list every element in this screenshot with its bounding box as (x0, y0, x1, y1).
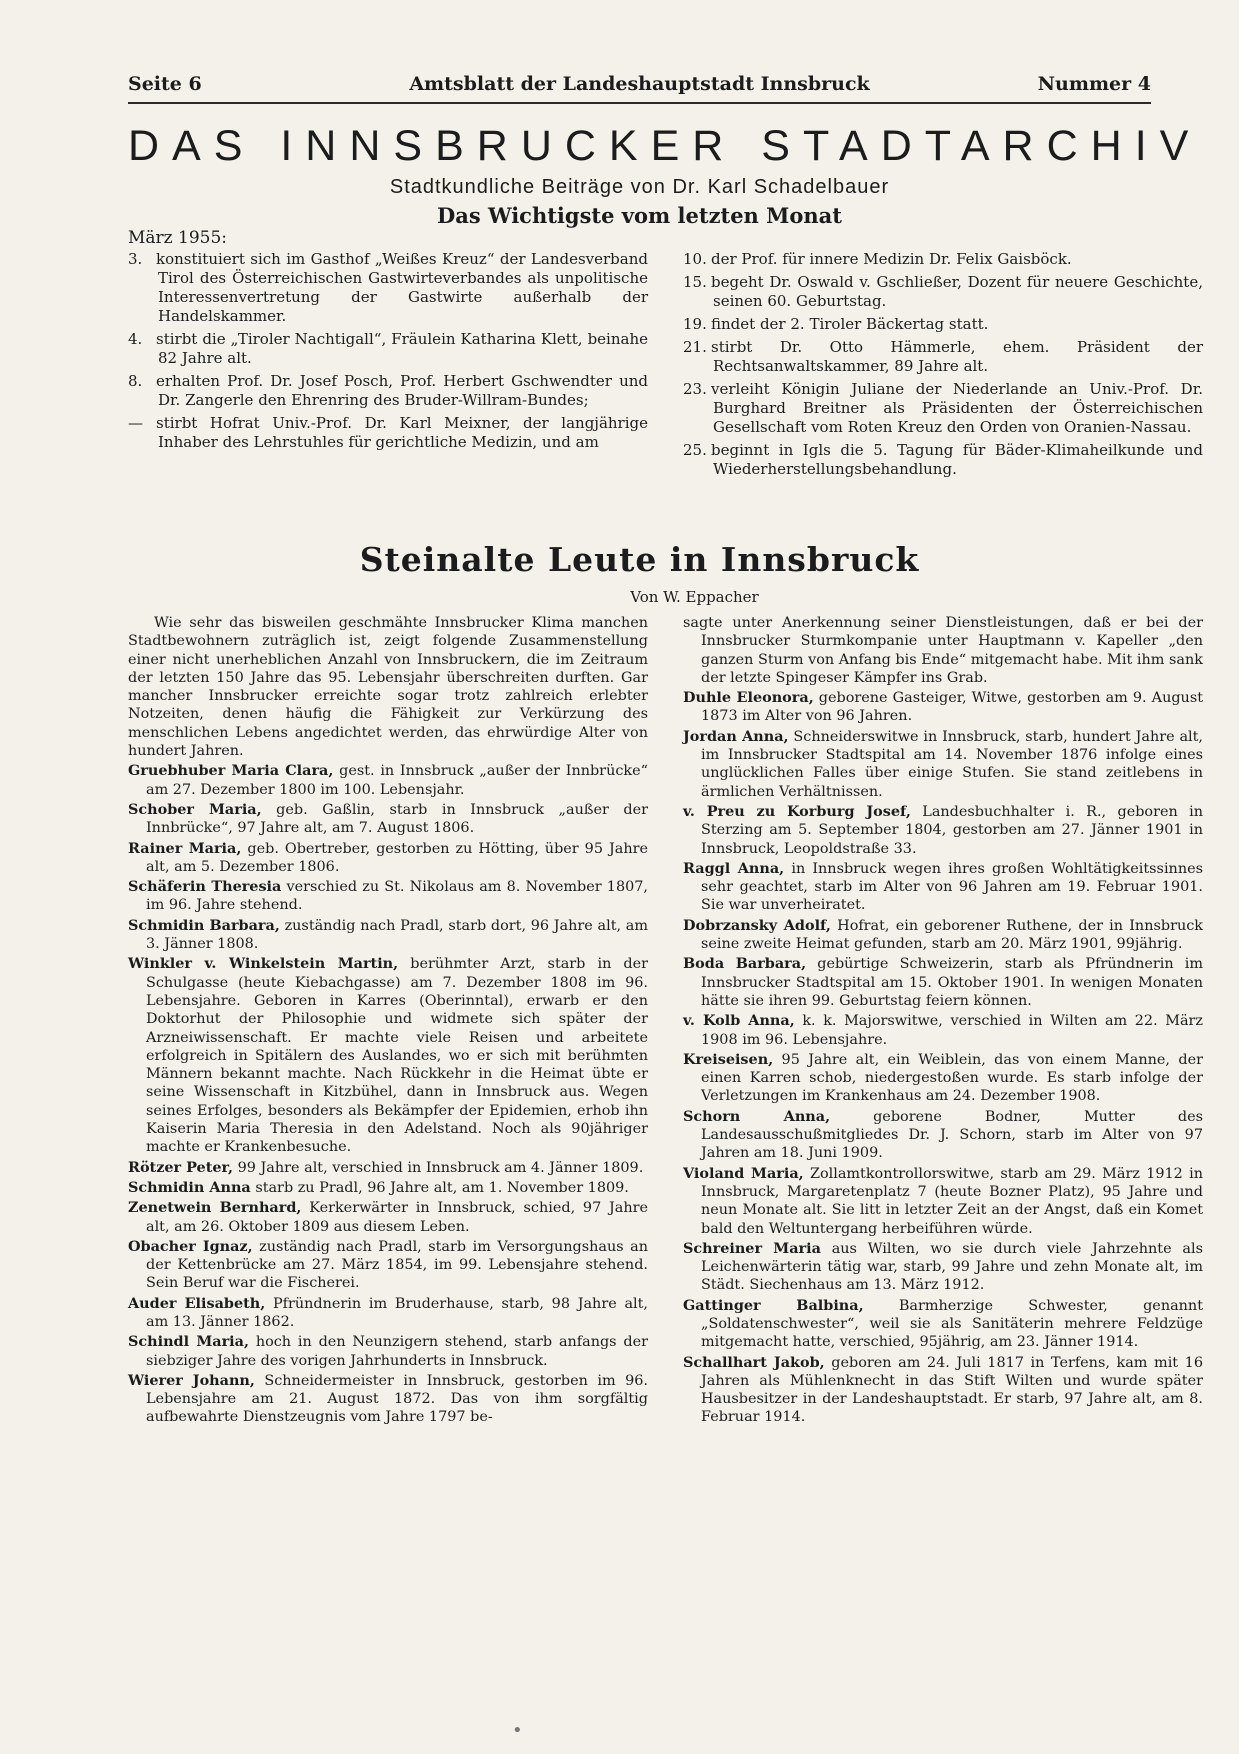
bio-entry: Obacher Ignaz, zuständig nach Pradl, starb im Versorgungshaus an der Kettenbrücke am 27. März 1854, im 99. Lebensjahre stehend. Sein Beruf war die Fischerei. (128, 1237, 648, 1292)
news-entry: 10. der Prof. für innere Medizin Dr. Felix Gaisböck. (683, 250, 1072, 268)
bio-entry: Wierer Johann, Schneidermeister in Innsbruck, gestorben im 96. Lebensjahre am 21. August 1872. Das von ihm sorgfältig aufbewahrte Dienstzeugnis vom Jahre 1797 be- (128, 1371, 649, 1426)
running-head (128, 73, 1151, 99)
bio-entry: Gruebhuber Maria Clara, gest. in Innsbruck „außer der Innbrücke“ am 27. Dezember 1800 im 100. Lebensjahr. (128, 762, 648, 798)
bio-entry: Schäferin Theresia verschied zu St. Nikolaus am 8. November 1807, im 96. Jahre stehend. (128, 878, 648, 914)
bio-entry: Schober Maria, geb. Gaßlin, starb in Innsbruck „außer der Innbrücke“, 97 Jahre alt, am 7. August 1806. (128, 800, 648, 837)
news-entry: 15. begeht Dr. Oswald v. Gschließer, Dozent für neuere Geschichte, seinen 60. Geburtstag. (683, 273, 1203, 310)
bio-entry: v. Preu zu Korburg Josef, Landesbuchhalter i. R., geboren in Sterzing am 5. September 1804, gestorben am 27. Jänner 1901 in Innsbruck, Leopoldstraße 33. (683, 802, 1203, 857)
news-entry: 25. beginnt in Igls die 5. Tagung für Bäder-Klimaheilkunde und Wiederherstellungsbehandlung. (683, 441, 1203, 478)
month-label: März 1955: (128, 228, 228, 248)
bio-entry: Gattinger Balbina, Barmherzige Schwester, genannt „Soldatenschwester“, weil sie als Sanitäterin mehrere Feldzüge mitgemacht hatte, verschied, 95jährig, am 23. Jänner 1914. (683, 1296, 1203, 1351)
news-entry: 23. verleiht Königin Juliane der Niederlande an Univ.-Prof. Dr. Burghard Breitner als Präsidenten der Österreichischen Gesellschaft vom Roten Kreuz den Orden von Oranien-Nassau. (683, 380, 1203, 436)
masthead-byline: Stadtkundliche Beiträge von Dr. Karl Schadelbauer (389, 176, 890, 198)
bio-entry: Schindl Maria, hoch in den Neunzigern stehend, starb anfangs der siebziger Jahre des vorigen Jahrhunderts in Innsbruck. (128, 1333, 648, 1369)
publication-title: Amtsblatt der Landeshauptstadt Innsbruck (409, 73, 870, 95)
bio-entry: v. Kolb Anna, k. k. Majorswitwe, verschied in Wilten am 22. März 1908 im 96. Lebensjahre. (683, 1012, 1204, 1048)
news-entry: 4. stirbt die „Tiroler Nachtigall“, Fräulein Katharina Klett, beinahe 82 Jahre alt. (128, 330, 648, 367)
masthead-title: DAS INNSBRUCKER STADTARCHIV (128, 122, 1202, 170)
bio-entry: Rainer Maria, geb. Obertreber, gestorben zu Hötting, über 95 Jahre alt, am 5. Dezember 1806. (128, 839, 649, 875)
news-column-left (128, 250, 648, 456)
bio-entry: Dobrzansky Adolf, Hofrat, ein geborener Ruthene, der in Innsbruck seine zweite Heimat gefunden, starb am 20. März 1901, 99jährig. (683, 916, 1203, 953)
news-column-right (683, 250, 1203, 483)
article-author: Von W. Eppacher (630, 588, 759, 606)
bio-entry: Boda Barbara, gebürtige Schweizerin, starb als Pfründnerin im Innsbrucker Stadtspital am 15. Oktober 1901. In wenigen Monaten hätte sie ihren 99. Geburtstag feiern können. (683, 955, 1203, 1009)
bio-entry: Jordan Anna, Schneiderswitwe in Innsbruck, starb, hundert Jahre alt, im Innsbrucker Stadtspital am 14. November 1876 infolge eines unglücklichen Falles über einige Stufen. Sie stand zeitlebens in ärmlichen Verhältnissen. (683, 727, 1203, 800)
article-column-left (128, 614, 648, 1429)
news-entry: — stirbt Hofrat Univ.-Prof. Dr. Karl Meixner, der langjährige Inhaber des Lehrstuhles für gerichtliche Medizin, und am (128, 414, 648, 451)
news-entry: 19. findet der 2. Tiroler Bäckertag statt. (683, 315, 989, 333)
bio-entry: Kreiseisen, 95 Jahre alt, ein Weiblein, das von einem Manne, der einen Karren schob, niedergestoßen wurde. Es starb infolge der Verletzungen im Krankenhaus am 24. Dezember 1908. (683, 1050, 1203, 1105)
header-divider (128, 102, 1151, 104)
bio-entry: Auder Elisabeth, Pfründnerin im Bruderhause, starb, 98 Jahre alt, am 13. Jänner 1862. (128, 1294, 648, 1330)
bio-entry: Schorn Anna, geborene Bodner, Mutter des Landesausschußmitgliedes Dr. J. Schorn, starb im Alter von 97 Jahren am 18. Juni 1909. (683, 1107, 1203, 1162)
article-intro: Wie sehr das bisweilen geschmähte Innsbrucker Klima manchen Stadtbewohnern zuträglich ist, zeigt folgende Zusammenstellung einer nicht unerheblichen Anzahl von Innsbruckern, die im Zeitraum der letzten 150 Jahre das 95. Lebensjahr überschreiten durften. Gar mancher Innsbrucker erreichte sogar trotz zahlreich erlebter Notzeiten, denen häufig die Fähigkeit zur Verkürzung des menschlichen Lebens angedichtet werden, das ehrwürdige Alter von hundert Jahren. (128, 615, 648, 760)
bio-entry: Zenetwein Bernhard, Kerkerwärter in Innsbruck, schied, 97 Jahre alt, am 26. Oktober 1809 aus diesem Leben. (128, 1199, 649, 1235)
news-entry: 3. konstituiert sich im Gasthof „Weißes Kreuz“ der Landesverband Tirol des Österreichischen Gastwirteverbandes als unpolitische Interessenvertretung der Gastwirte außerhalb der Handelskammer. (128, 250, 648, 325)
page-number: Seite 6 (128, 73, 202, 95)
bio-entry: Duhle Eleonora, geborene Gasteiger, Witwe, gestorben am 9. August 1873 im Alter von 96 Jahren. (683, 689, 1203, 725)
article-column-right (683, 614, 1203, 1429)
issue-number: Nummer 4 (1037, 73, 1151, 95)
bio-entry-continued: sagte unter Anerkennung seiner Dienstleistungen, daß er bei der Innsbrucker Sturmkompanie unter Hauptmann v. Kapeller „den ganzen Sturm von Anfang bis Ende“ mitgemacht habe. Mit ihm sank der letzte Spingeser Kämpfer ins Grab. (683, 615, 1203, 686)
bio-entry: Rötzer Peter, 99 Jahre alt, verschied in Innsbruck am 4. Jänner 1809. (128, 1158, 644, 1176)
bio-entry: Violand Maria, Zollamtkontrollorswitwe, starb am 29. März 1912 in Innsbruck, Margaretenplatz 7 (heute Bozner Platz), 95 Jahre und neun Monate alt. Sie litt in letzter Zeit an der Angst, daß ein Komet bald den Weltuntergang herbeiführen würde. (683, 1164, 1203, 1237)
bio-entry: Schmidin Anna starb zu Pradl, 96 Jahre alt, am 1. November 1809. (128, 1178, 629, 1196)
news-entry: 8. erhalten Prof. Dr. Josef Posch, Prof. Herbert Gschwendter und Dr. Zangerle den Ehrenring des Bruder-Willram-Bundes; (128, 372, 648, 409)
footer-mark: • (512, 1720, 523, 1741)
article-title: Steinalte Leute in Innsbruck (359, 540, 920, 579)
bio-entry: Schallhart Jakob, geboren am 24. Juli 1817 in Terfens, kam mit 16 Jahren als Mühlenknecht in das Stift Wilten und wurde später Hausbesitzer in der Landeshauptstadt. Er starb, 97 Jahre alt, am 8. Februar 1914. (683, 1353, 1203, 1426)
bio-entry: Raggl Anna, in Innsbruck wegen ihres großen Wohltätigkeitssinnes sehr geachtet, starb im Alter von 96 Jahren am 19. Februar 1901. Sie war unverheiratet. (683, 859, 1203, 914)
bio-entry: Winkler v. Winkelstein Martin, berühmter Arzt, starb in der Schulgasse (heute Kiebachgasse) am 7. Dezember 1808 im 96. Lebensjahre. Geboren in Karres (Oberinntal), erwarb er den Doktorhut der Philosophie und widmete sich später der Arzneiwissenschaft. Er machte viele Reisen und arbeitete erfolgreich in Spitälern des Auslandes, wo er sich mit berühmten Männern bekannt machte. Nach Rückkehr in die Heimat übte er seine Wissenschaft in Kitzbühel, dann in Innsbruck aus. Wegen seines Erfolges, besonders als Bekämpfer der Epidemien, erhob ihn Kaiserin Maria Theresia in den Adelstand. Noch als 90jähriger machte er Krankenbesuche. (128, 955, 649, 1156)
news-entry: 21. stirbt Dr. Otto Hämmerle, ehem. Präsident der Rechtsanwaltskammer, 89 Jahre alt. (683, 338, 1203, 375)
section-title-monthly-news: Das Wichtigste vom letzten Monat (437, 203, 842, 228)
bio-entry: Schreiner Maria aus Wilten, wo sie durch viele Jahrzehnte als Leichenwärterin tätig war, starb, 99 Jahre und zehn Monate alt, im Städt. Siechenhaus am 13. März 1912. (683, 1239, 1203, 1294)
bio-entry: Schmidin Barbara, zuständig nach Pradl, starb dort, 96 Jahre alt, am 3. Jänner 1808. (128, 916, 649, 953)
